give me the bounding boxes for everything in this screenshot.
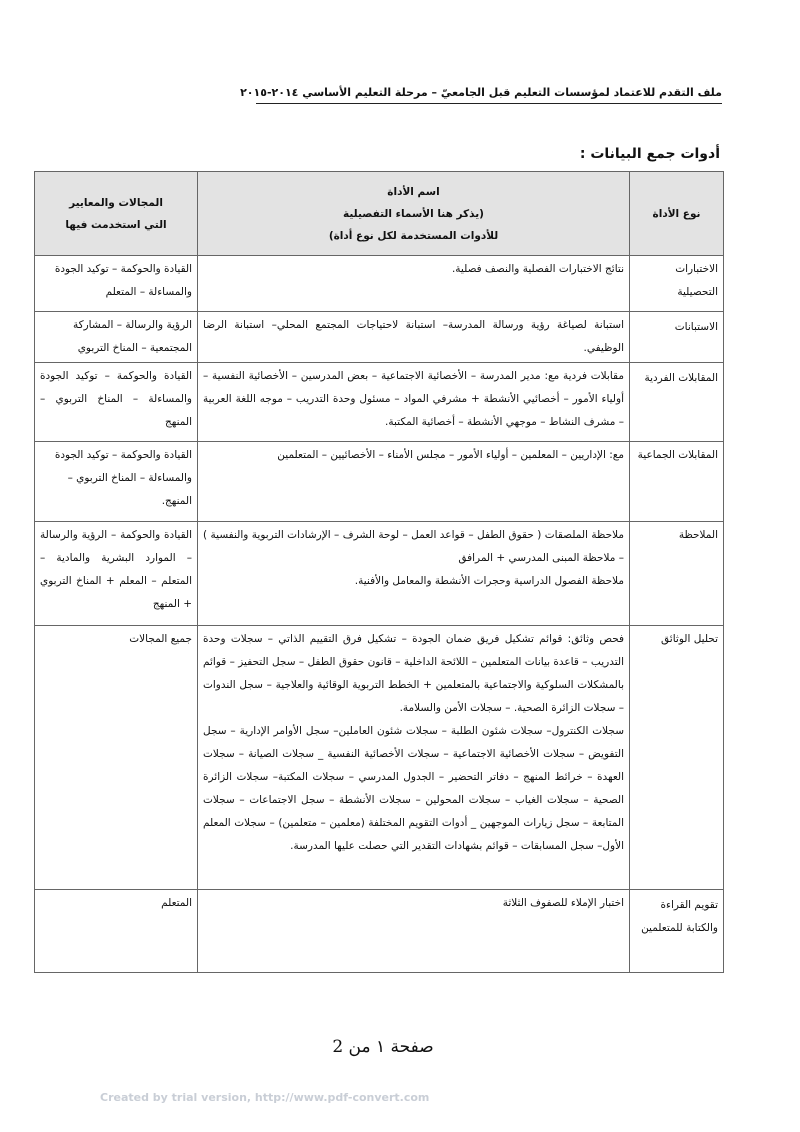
- table-row: [35, 442, 724, 522]
- tool-type-cell: الاختبارات التحصيلية: [630, 256, 724, 312]
- header-tool-name-line3: للأدوات المستخدمة لكل نوع أداة): [328, 229, 499, 242]
- header-tool-name-line1: اسم الأداة: [387, 185, 440, 198]
- areas-cell: القيادة والحوكمة – توكيد الجودة والمساءلة – المتعلم: [35, 256, 198, 312]
- page-number: صفحة ١ من 2: [332, 1037, 434, 1057]
- header-areas: [35, 172, 198, 256]
- header-areas-line2: التي استخدمت فيها: [65, 218, 167, 231]
- data-tools-table: [34, 171, 724, 973]
- tool-name-text: اختبار الإملاء للصفوف الثلاثة: [502, 897, 624, 909]
- tool-name-text: استبانة لصياغة رؤية ورسالة المدرسة– استبانة لاحتياجات المجتمع المحلي– استبانة الرضا الوظيفي.: [203, 319, 624, 354]
- tool-name-cell: [198, 442, 630, 522]
- header-areas-line1: المجالات والمعايير: [69, 196, 163, 209]
- tool-name-text: مع: الإداريين – المعلمين – أولياء الأمور – مجلس الأمناء – الأخصائيين – المتعلمين: [277, 449, 624, 461]
- tool-type-cell: تقويم القراءة والكتابة للمتعلمين: [630, 890, 724, 973]
- tool-name-text: فحص وثائق: قوائم تشكيل فريق ضمان الجودة – تشكيل فرق التقييم الذاتي – سجلات وحدة التدريب – قاعدة بيانات المتعلمين – اللائحة الداخلية – قانون حقوق الطفل – سجل التحفيز – قوائم بالمشكلات السلوكية والاجتماعية بالمتعلمين + الخطط التربوية الوقائية والعلاجية – سجل الندوات – سجلات الزائرة الصحية. – سجلات الأمن والسلامة.: [203, 633, 624, 714]
- areas-cell: القيادة والحوكمة – توكيد الجودة والمساءلة – المناخ التربوي – المنهج.: [35, 442, 198, 522]
- areas-cell: المتعلم: [35, 890, 198, 973]
- tool-name-cell: [198, 363, 630, 442]
- tool-type-cell: المقابلات الفردية: [630, 363, 724, 442]
- areas-cell: الرؤية والرسالة – المشاركة المجتمعية – المناخ التربوي: [35, 312, 198, 363]
- tool-name-text: ملاحظة الفصول الدراسية وحجرات الأنشطة والمعامل والأفنية.: [354, 575, 624, 587]
- page-header: ملف التقدم للاعتماد لمؤسسات التعليم قبل الجامعيّ – مرحلة التعليم الأساسي ٢٠١٤-٢٠١٥: [240, 86, 722, 99]
- table-row: [35, 312, 724, 363]
- watermark: Created by trial version, http://www.pdf-convert.com: [100, 1091, 430, 1104]
- header-tool-name-line2: (يذكر هنا الأسماء التفصيلية: [343, 207, 484, 220]
- tool-type-cell: المقابلات الجماعية: [630, 442, 724, 522]
- tool-name-text: نتائج الاختبارات الفصلية والنصف فصلية.: [451, 263, 624, 275]
- tool-name-cell: [198, 522, 630, 626]
- areas-cell: القيادة والحوكمة – الرؤية والرسالة – الموارد البشرية والمادية – المتعلم – المعلم + المناخ التربوي + المنهج: [35, 522, 198, 626]
- areas-cell: جميع المجالات: [35, 626, 198, 890]
- header-tool-type: نوع الأداة: [630, 172, 724, 256]
- tool-type-cell: تحليل الوثائق: [630, 626, 724, 890]
- header-tool-name: [198, 172, 630, 256]
- tool-type-cell: الملاحظة: [630, 522, 724, 626]
- tool-name-text: سجلات الكنترول– سجلات شئون الطلبة – سجلات شئون العاملين– سجل الأوامر الإدارية – سجل التفويض – سجلات الأخصائية الاجتماعية – سجلات الأخصائية النفسية _ سجلات الصيانة – سجلات العهدة – خرائط المنهج – دفاتر التحضير – الجدول المدرسي – سجلات المكتبة– سجلات الزائرة الصحية – سجلات الغياب – سجلات المحولين – سجلات الأنشطة – سجل الاجتماعات – سجلات المتابعة – سجل زيارات الموجهين _ أدوات التقويم المختلفة (معلمين – متعلمين) – سجلات المعلم الأول– سجل المسابقات – قوائم بشهادات التقدير التي حصلت عليها المدرسة.: [203, 725, 624, 852]
- section-title: أدوات جمع البيانات :: [579, 146, 720, 162]
- tool-name-text: ملاحظة الملصقات ( حقوق الطفل – قواعد العمل – لوحة الشرف – الإرشادات التربوية والنفسية ) – ملاحظة المبنى المدرسي + المرافق: [203, 529, 624, 564]
- tool-name-text: مقابلات فردية مع: مدير المدرسة – الأخصائية الاجتماعية – بعض المدرسين – الأخصائية النفسية – أولياء الأمور – أخصائيي الأنشطة + مشرفي المواد – مسئول وحدة التدريب – موجه اللغة العربية – مشرف النشاط – موجهي الأنشطة – أخصائية المكتبة.: [203, 370, 624, 428]
- tool-name-cell: [198, 626, 630, 890]
- header-rule: [256, 103, 722, 104]
- tool-type-cell: الاستبانات: [630, 312, 724, 363]
- tool-name-cell: [198, 312, 630, 363]
- table-row: [35, 363, 724, 442]
- table-row: [35, 890, 724, 973]
- table-header-row: [35, 172, 724, 256]
- table-row: [35, 256, 724, 312]
- tool-name-cell: [198, 256, 630, 312]
- table-row: [35, 522, 724, 626]
- table-row: [35, 626, 724, 890]
- tool-name-cell: [198, 890, 630, 973]
- areas-cell: القيادة والحوكمة – توكيد الجودة والمساءلة – المناخ التربوي – المنهج: [35, 363, 198, 442]
